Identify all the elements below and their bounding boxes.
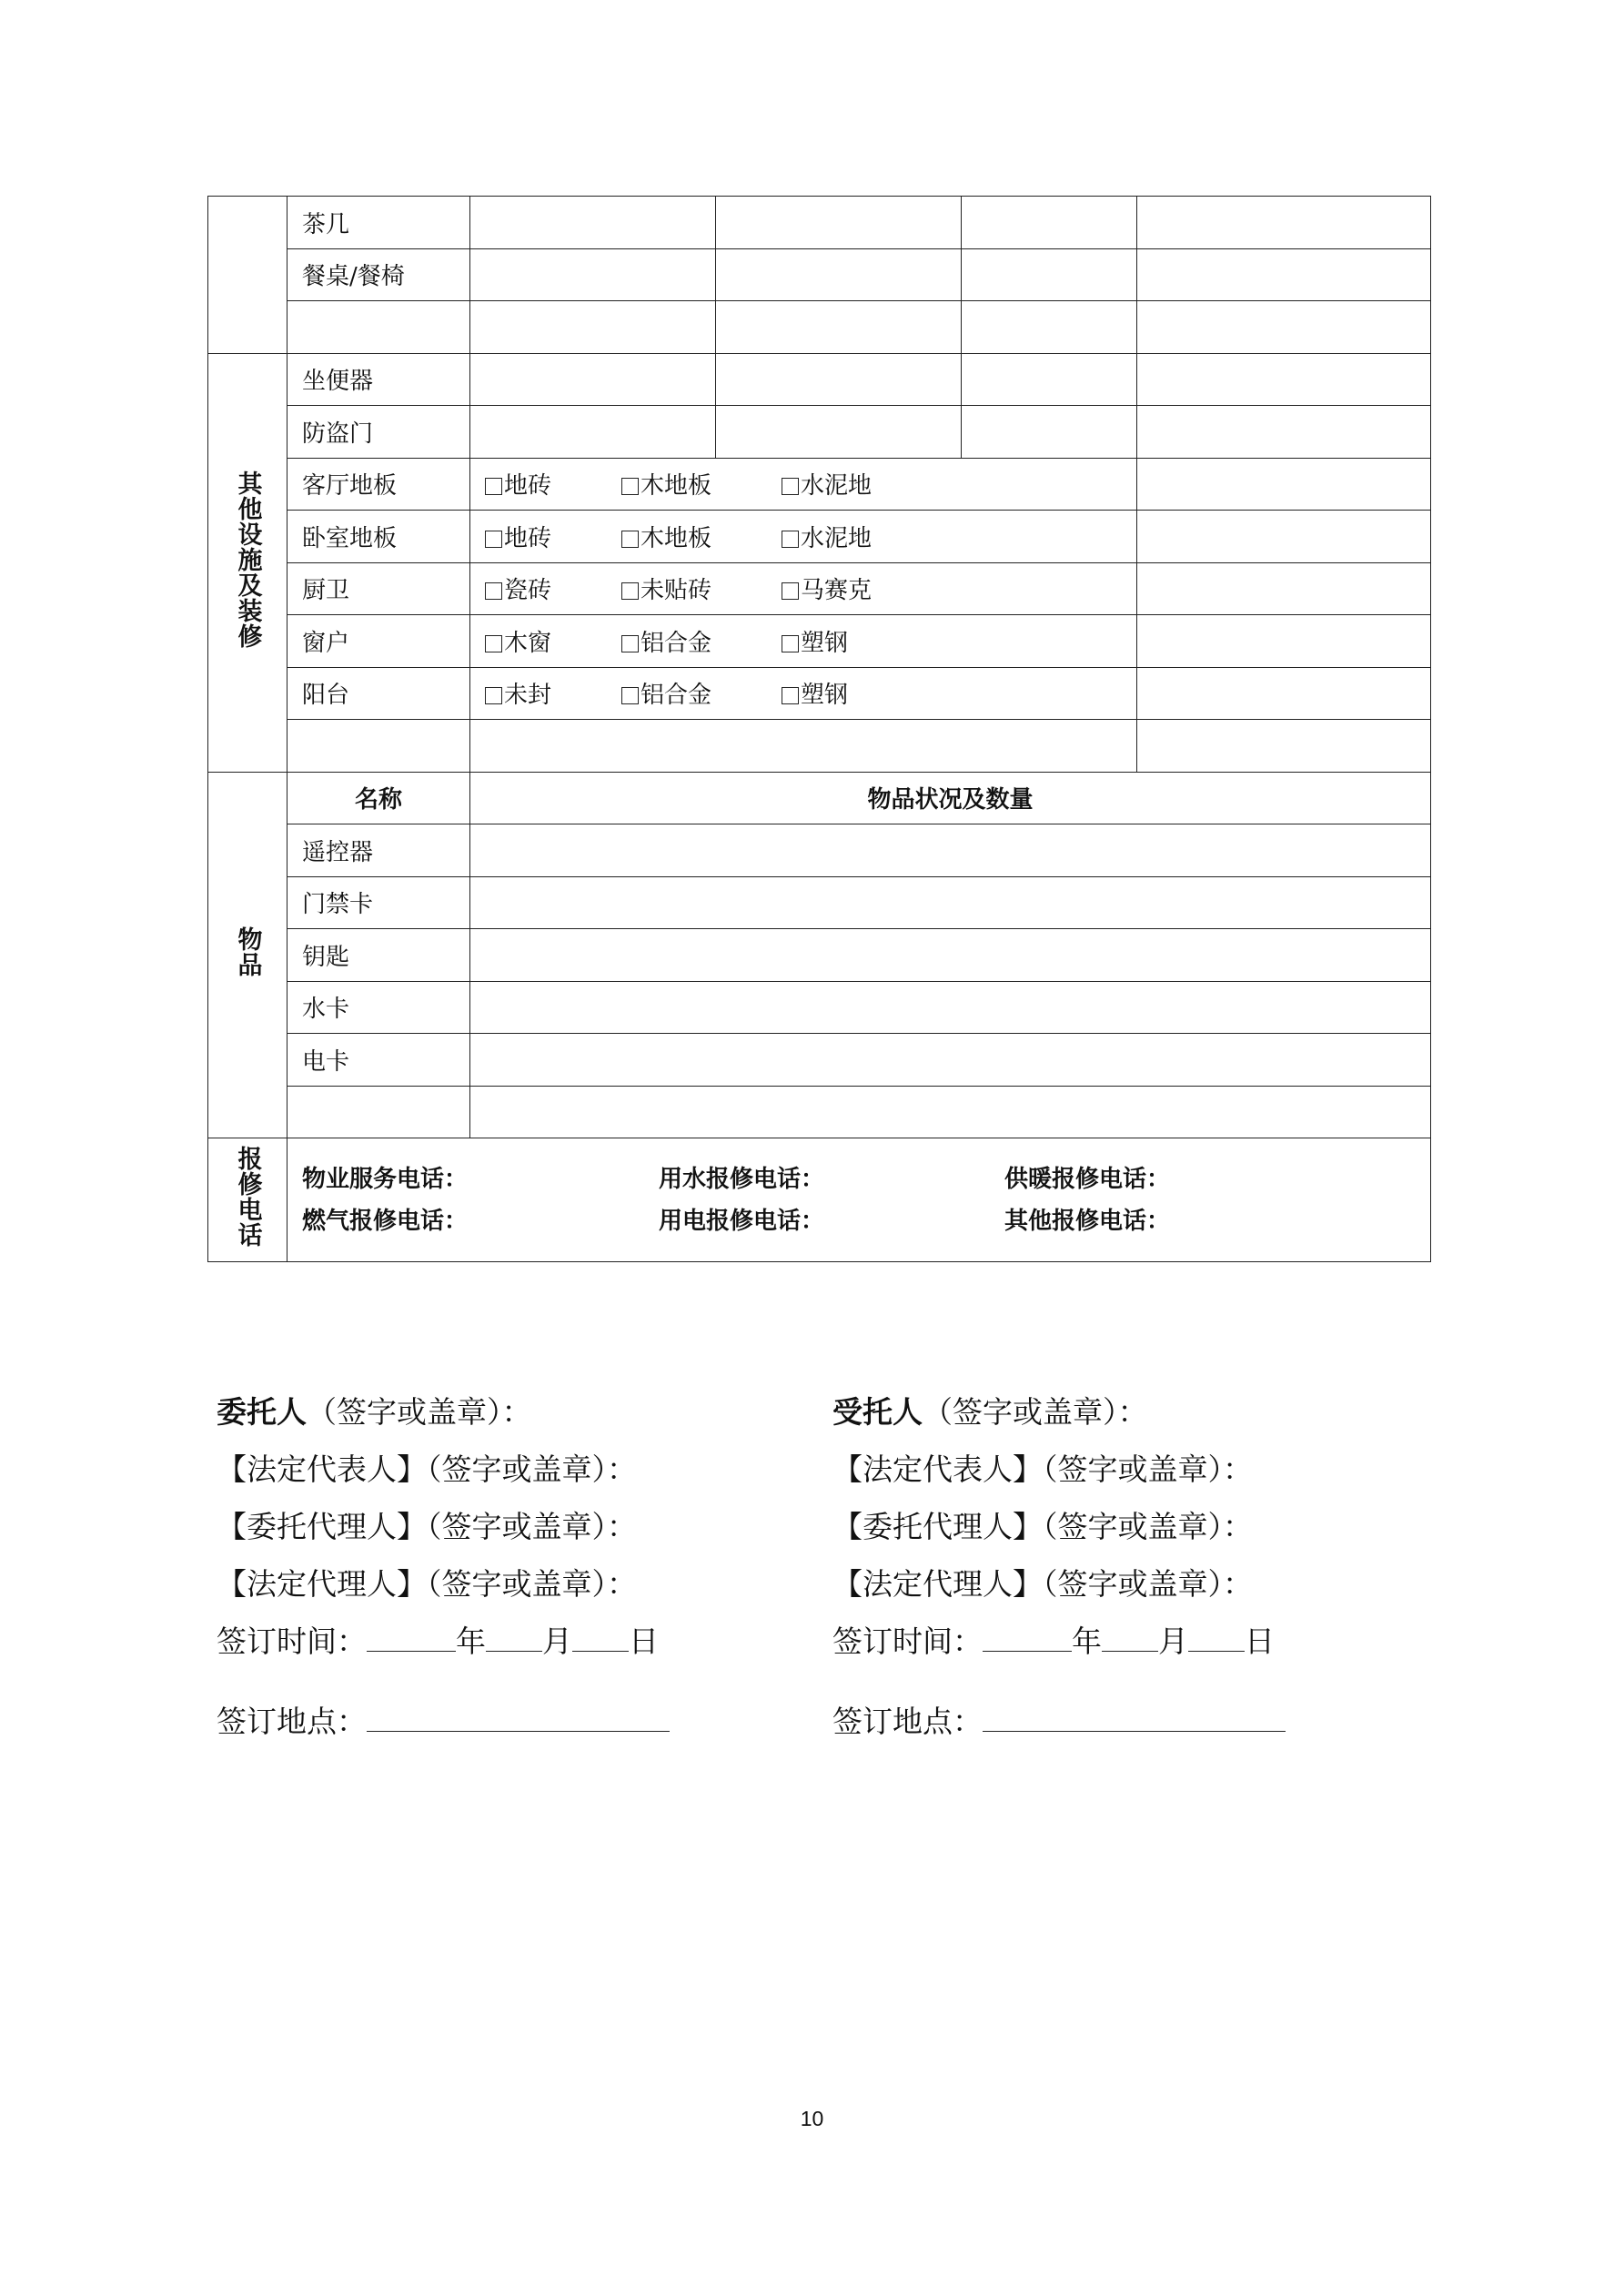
value-cell[interactable] bbox=[716, 301, 962, 354]
table-row bbox=[208, 720, 1431, 773]
item-name: 坐便器 bbox=[287, 353, 470, 406]
value-cell[interactable] bbox=[470, 301, 716, 354]
value-cell[interactable] bbox=[716, 197, 962, 249]
value-cell[interactable] bbox=[470, 406, 716, 459]
items-section-label: 物品 bbox=[208, 772, 287, 1138]
option[interactable]: 地砖 bbox=[485, 520, 621, 553]
value-cell[interactable] bbox=[470, 876, 1431, 929]
item-name: 客厅地板 bbox=[287, 458, 470, 511]
table-row bbox=[208, 1086, 1431, 1138]
option[interactable]: 木地板 bbox=[621, 467, 782, 501]
repair-phones-cell[interactable] bbox=[287, 1138, 1431, 1262]
table-row bbox=[208, 406, 1431, 459]
table-row bbox=[208, 248, 1431, 301]
table-row bbox=[208, 197, 1431, 249]
item-name: 遥控器 bbox=[287, 824, 470, 877]
options-cell bbox=[470, 458, 1137, 511]
value-cell[interactable] bbox=[962, 197, 1137, 249]
value-cell[interactable] bbox=[1137, 511, 1431, 563]
checkbox[interactable] bbox=[782, 531, 799, 548]
item-name: 电卡 bbox=[287, 1034, 470, 1087]
checkbox[interactable] bbox=[621, 478, 639, 495]
checkbox[interactable] bbox=[782, 582, 799, 600]
day-blank[interactable] bbox=[572, 1625, 629, 1652]
option[interactable]: 地砖 bbox=[485, 467, 621, 501]
table-row bbox=[208, 353, 1431, 406]
signature-line: 【法定代理人】（签字或盖章）： bbox=[217, 1566, 637, 1602]
month-blank[interactable] bbox=[486, 1625, 542, 1652]
value-cell[interactable] bbox=[470, 981, 1431, 1034]
value-cell[interactable] bbox=[1137, 720, 1431, 773]
repair-label: 用电报修电话： bbox=[659, 1207, 825, 1235]
option[interactable]: 铝合金 bbox=[621, 676, 782, 710]
checkbox[interactable] bbox=[782, 478, 799, 495]
repair-row bbox=[302, 1158, 1430, 1200]
table-row bbox=[208, 1034, 1431, 1087]
signing-date-line: 签订时间： 年 月 日 bbox=[832, 1623, 1275, 1659]
place-blank[interactable] bbox=[367, 1705, 670, 1732]
signing-place-line: 签订地点： bbox=[217, 1693, 670, 1750]
item-name: 餐桌/餐椅 bbox=[287, 248, 470, 301]
facilities-section-label: 其他设施及装修 bbox=[208, 353, 287, 772]
checkbox[interactable] bbox=[621, 531, 639, 548]
options-cell bbox=[470, 667, 1137, 720]
value-cell[interactable] bbox=[962, 353, 1137, 406]
item-name: 防盗门 bbox=[287, 406, 470, 459]
year-blank[interactable] bbox=[367, 1625, 456, 1652]
checkbox[interactable] bbox=[621, 582, 639, 600]
value-cell[interactable] bbox=[716, 248, 962, 301]
value-cell[interactable] bbox=[962, 406, 1137, 459]
signature-line: 【法定代理人】（签字或盖章）： bbox=[832, 1566, 1253, 1602]
options-cell bbox=[470, 562, 1137, 615]
signature-title-line: 受托人（签字或盖章）： bbox=[832, 1394, 1148, 1430]
option[interactable]: 水泥地 bbox=[782, 467, 872, 501]
value-cell[interactable] bbox=[1137, 197, 1431, 249]
column-header-name: 名称 bbox=[287, 772, 470, 824]
repair-label: 燃气报修电话： bbox=[302, 1207, 469, 1235]
value-cell[interactable] bbox=[962, 301, 1137, 354]
table-row bbox=[208, 981, 1431, 1034]
table-row bbox=[208, 667, 1431, 720]
signing-place-line: 签订地点： bbox=[832, 1693, 1286, 1750]
value-cell[interactable] bbox=[1137, 562, 1431, 615]
year-blank[interactable] bbox=[983, 1625, 1072, 1652]
inventory-table bbox=[207, 196, 1431, 1262]
value-cell[interactable] bbox=[962, 248, 1137, 301]
column-header-status: 物品状况及数量 bbox=[470, 772, 1431, 824]
checkbox[interactable] bbox=[782, 635, 799, 652]
signature-title-line: 委托人（签字或盖章）： bbox=[217, 1394, 532, 1430]
value-cell[interactable] bbox=[470, 929, 1431, 982]
table-row bbox=[208, 772, 1431, 824]
value-cell[interactable] bbox=[716, 406, 962, 459]
value-cell[interactable] bbox=[1137, 301, 1431, 354]
value-cell[interactable] bbox=[1137, 667, 1431, 720]
signing-date-line: 签订时间： 年 月 日 bbox=[217, 1623, 659, 1659]
item-name: 钥匙 bbox=[287, 929, 470, 982]
value-cell[interactable] bbox=[470, 197, 716, 249]
option[interactable]: 水泥地 bbox=[782, 520, 872, 553]
value-cell[interactable] bbox=[1137, 458, 1431, 511]
checkbox[interactable] bbox=[485, 478, 502, 495]
value-cell[interactable] bbox=[470, 1034, 1431, 1087]
value-cell[interactable] bbox=[470, 824, 1431, 877]
option[interactable]: 瓷砖 bbox=[485, 571, 621, 605]
option[interactable]: 未封 bbox=[485, 676, 621, 710]
agent-signature-block bbox=[832, 1383, 1286, 1750]
item-name: 茶几 bbox=[287, 197, 470, 249]
checkbox[interactable] bbox=[485, 635, 502, 652]
principal-signature-block bbox=[217, 1383, 670, 1750]
option[interactable]: 铝合金 bbox=[621, 624, 782, 658]
checkbox[interactable] bbox=[782, 687, 799, 704]
value-cell[interactable] bbox=[1137, 406, 1431, 459]
repair-row bbox=[302, 1200, 1430, 1242]
table-row bbox=[208, 562, 1431, 615]
item-name: 阳台 bbox=[287, 667, 470, 720]
value-cell[interactable] bbox=[470, 353, 716, 406]
checkbox[interactable] bbox=[485, 531, 502, 548]
value-cell[interactable] bbox=[1137, 248, 1431, 301]
signature-line: 【委托代理人】（签字或盖章）： bbox=[217, 1509, 637, 1544]
option[interactable]: 塑钢 bbox=[782, 624, 848, 658]
value-cell[interactable] bbox=[1137, 615, 1431, 668]
checkbox[interactable] bbox=[621, 635, 639, 652]
value-cell[interactable] bbox=[1137, 353, 1431, 406]
table-row bbox=[208, 929, 1431, 982]
month-blank[interactable] bbox=[1102, 1625, 1158, 1652]
item-name: 水卡 bbox=[287, 981, 470, 1034]
item-name bbox=[287, 301, 470, 354]
repair-section-label: 报修电话 bbox=[208, 1138, 287, 1262]
table-row bbox=[208, 824, 1431, 877]
value-cell[interactable] bbox=[716, 353, 962, 406]
signature-line: 【法定代表人】（签字或盖章）： bbox=[217, 1451, 637, 1487]
value-cell[interactable] bbox=[470, 720, 1137, 773]
option[interactable]: 木地板 bbox=[621, 520, 782, 553]
option[interactable]: 未贴砖 bbox=[621, 571, 782, 605]
table-row bbox=[208, 301, 1431, 354]
options-cell bbox=[470, 615, 1137, 668]
signature-line: 【法定代表人】（签字或盖章）： bbox=[832, 1451, 1253, 1487]
checkbox[interactable] bbox=[485, 582, 502, 600]
option[interactable]: 马赛克 bbox=[782, 571, 872, 605]
options-cell bbox=[470, 511, 1137, 563]
table-row bbox=[208, 876, 1431, 929]
day-blank[interactable] bbox=[1188, 1625, 1245, 1652]
table-row bbox=[208, 615, 1431, 668]
item-name: 窗户 bbox=[287, 615, 470, 668]
table-row bbox=[208, 511, 1431, 563]
value-cell[interactable] bbox=[470, 1086, 1431, 1138]
furniture-section-cell bbox=[208, 197, 287, 354]
option[interactable]: 塑钢 bbox=[782, 676, 848, 710]
table-row bbox=[208, 1138, 1431, 1262]
checkbox[interactable] bbox=[621, 687, 639, 704]
signature-line: 【委托代理人】（签字或盖章）： bbox=[832, 1509, 1253, 1544]
item-name[interactable] bbox=[287, 720, 470, 773]
item-name: 厨卫 bbox=[287, 562, 470, 615]
place-blank[interactable] bbox=[983, 1705, 1286, 1732]
item-name bbox=[287, 1086, 470, 1138]
value-cell[interactable] bbox=[470, 248, 716, 301]
table-row bbox=[208, 458, 1431, 511]
repair-label: 供暖报修电话： bbox=[1004, 1165, 1171, 1193]
checkbox[interactable] bbox=[485, 687, 502, 704]
repair-label: 用水报修电话： bbox=[659, 1165, 825, 1193]
repair-label: 其他报修电话： bbox=[1004, 1207, 1171, 1235]
page-number: 10 bbox=[800, 2107, 824, 2130]
repair-label: 物业服务电话： bbox=[302, 1165, 469, 1193]
option[interactable]: 木窗 bbox=[485, 624, 621, 658]
item-name: 卧室地板 bbox=[287, 511, 470, 563]
item-name: 门禁卡 bbox=[287, 876, 470, 929]
